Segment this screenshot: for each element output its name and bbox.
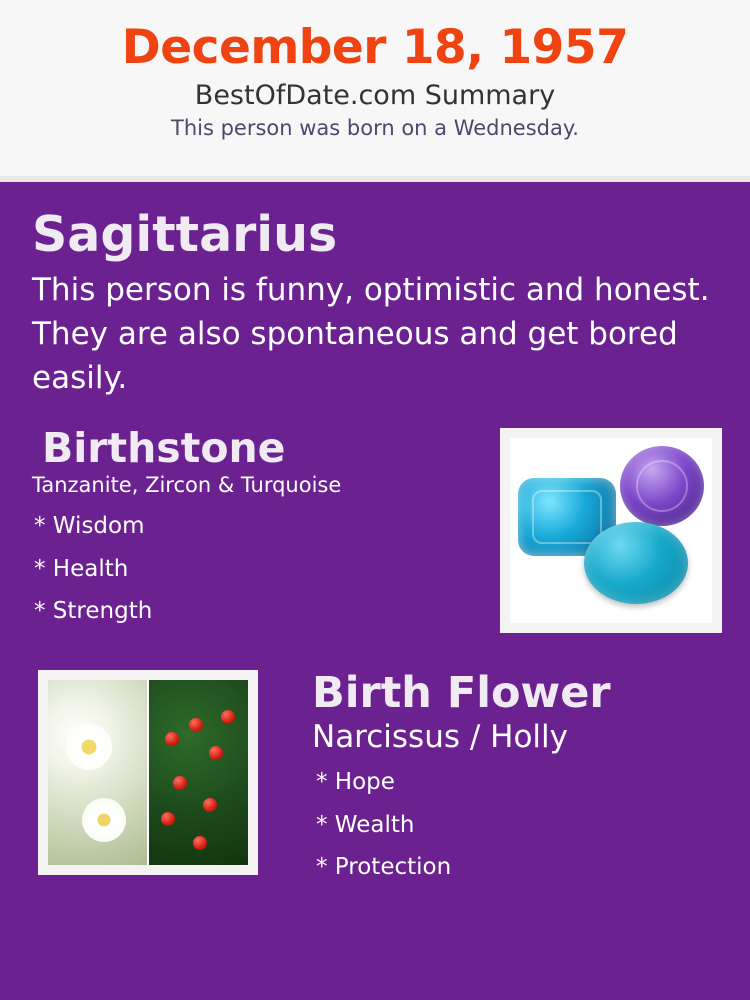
site-subtitle: BestOfDate.com Summary (194, 79, 556, 111)
holly-berry-icon (173, 776, 187, 790)
birthflower-photo (38, 670, 258, 875)
birthflower-names: Narcissus / Holly (312, 719, 569, 756)
holly-berry-icon (209, 746, 223, 760)
birthstone-trait: * Health (34, 555, 129, 582)
birthstone-photo-inner (510, 438, 712, 623)
birthflower-trait: * Protection (316, 854, 452, 881)
birthflower-text (280, 667, 720, 881)
zircon-gem-icon (620, 446, 704, 526)
zodiac-sign-name: Sagittarius (32, 206, 338, 263)
page-title: December 18, 1957 (121, 20, 629, 75)
birthflower-trait: * Hope (316, 769, 395, 796)
holly-berry-icon (165, 732, 179, 746)
birthstone-photo (500, 428, 722, 633)
birthstone-trait: * Strength (34, 597, 153, 624)
turquoise-gem-icon (584, 522, 688, 604)
holly-berry-icon (161, 812, 175, 826)
holly-berry-icon (189, 718, 203, 732)
holly-plant-icon (147, 680, 248, 865)
holly-berry-icon (193, 836, 207, 850)
narcissus-flower-icon (48, 680, 147, 865)
birthflower-title: Birth Flower (312, 667, 611, 718)
zodiac-description: This person is funny, optimistic and honest. They are also spontaneous and get bored easily. (32, 271, 710, 396)
birthstone-section (30, 423, 720, 656)
holly-berry-icon (221, 710, 235, 724)
birthstone-trait: * Wisdom (34, 513, 145, 540)
birthflower-photo-inner (48, 680, 248, 865)
born-day-text: This person was born on a Wednesday. (171, 116, 579, 141)
card-header (0, 0, 750, 182)
birthstone-names: Tanzanite, Zircon & Turquoise (32, 473, 342, 498)
birthflower-trait: * Wealth (316, 811, 415, 838)
holly-berry-icon (203, 798, 217, 812)
birthstone-title: Birthstone (42, 423, 286, 472)
card-body (0, 182, 750, 1000)
birthflower-section (30, 667, 720, 900)
